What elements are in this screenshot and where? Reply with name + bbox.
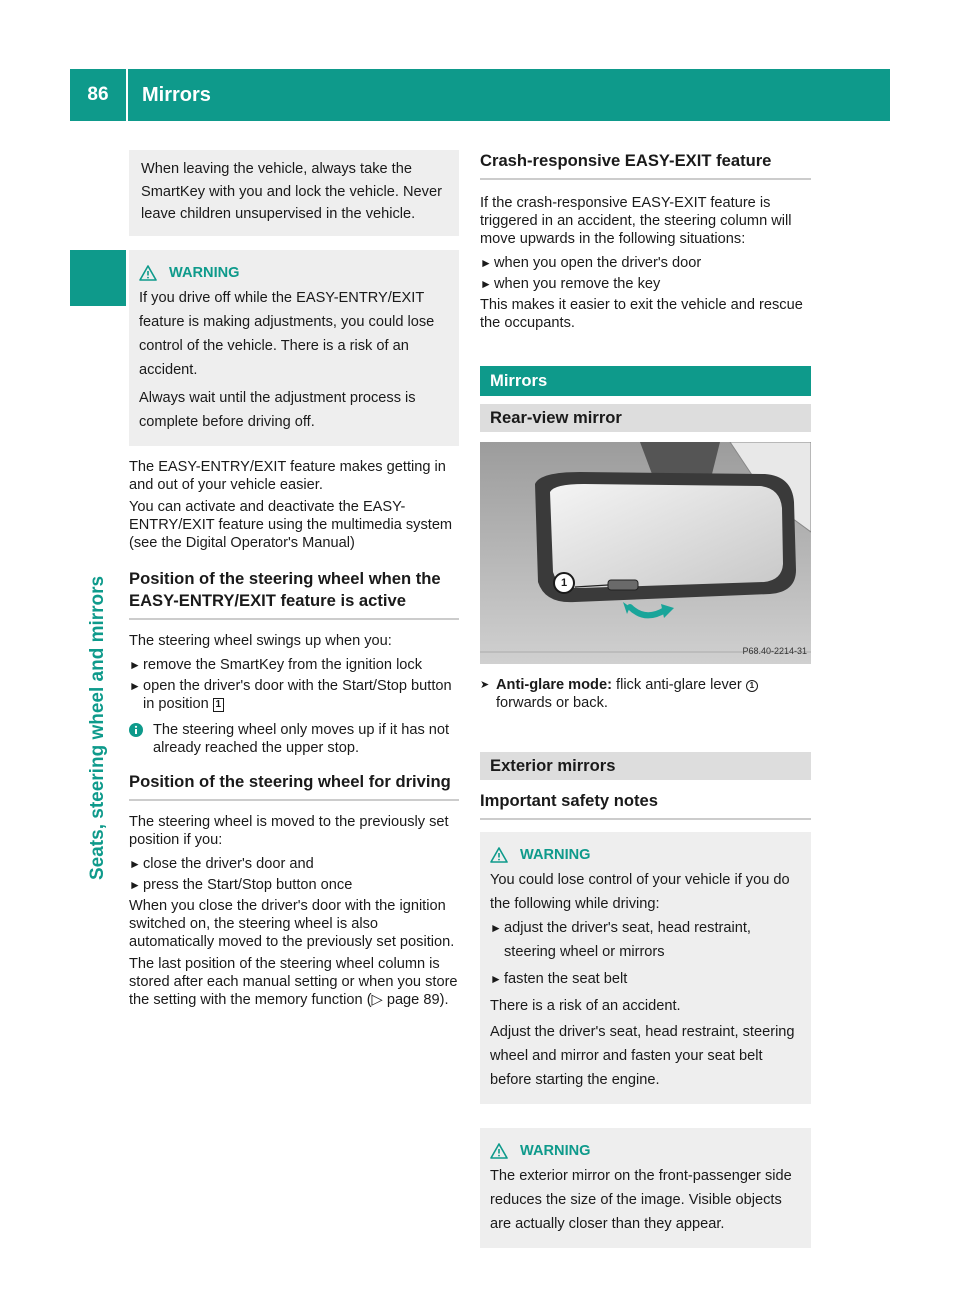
- bullet-arrow-icon: ►: [129, 877, 141, 892]
- section-heading-safety-notes: Important safety notes: [480, 790, 811, 820]
- section-heading-driving-position: Position of the steering wheel for driving: [129, 771, 459, 801]
- bullet-arrow-icon: ►: [480, 277, 492, 291]
- instruction-label: Anti-glare mode:: [496, 677, 612, 693]
- paragraph: The steering wheel swings up when you:: [129, 632, 392, 649]
- rear-view-mirror-figure: [480, 442, 811, 664]
- warning-text: Adjust the driver's seat, head restraint, steering wheel and mirror and fasten your seat belt before starting the engine.: [490, 1024, 795, 1088]
- chapter-tab: [70, 250, 126, 306]
- page-reference-link[interactable]: (▷ page 89).: [366, 991, 449, 1008]
- figure-code: P68.40-2214-31: [742, 646, 807, 656]
- paragraph-text: The last position of the steering wheel column is stored after each manual setting or when you store the setting with the memory function: [129, 955, 458, 1008]
- callout-icon: 1: [746, 680, 758, 692]
- warning-text: The exterior mirror on the front-passenger side reduces the size of the image. Visible objects are actually closer than they appear.: [490, 1168, 792, 1232]
- list-item: [480, 254, 811, 272]
- bullet-arrow-icon: ►: [480, 256, 492, 270]
- info-text: The steering wheel only moves up if it has not already reached the upper stop.: [153, 721, 450, 756]
- bullet-arrow-icon: ►: [129, 657, 141, 672]
- warning-box-easy-entry: [129, 250, 459, 446]
- instruction-arrow-icon: ➤: [480, 679, 490, 691]
- list-item-text: close the driver's door and: [143, 855, 314, 872]
- subsection-bar-rear-view: Rear-view mirror: [480, 404, 811, 432]
- warning-label: WARNING: [520, 847, 591, 863]
- section-bar-mirrors: Mirrors: [480, 366, 811, 396]
- warning-triangle-icon: [490, 847, 508, 863]
- list-item: [129, 876, 459, 894]
- instruction-text: forwards or back.: [496, 695, 608, 711]
- section-heading-crash-easy-exit: Crash-responsive EASY-EXIT feature: [480, 150, 811, 180]
- bullet-arrow-icon: ►: [490, 972, 502, 986]
- paragraph: When you close the driver's door with the ignition switched on, the steering wheel is also automatically moved to the previously set position.: [129, 897, 455, 950]
- list-item-text: press the Start/Stop button once: [143, 876, 353, 893]
- warning-heading: [139, 264, 453, 282]
- warning-heading: [490, 1142, 805, 1160]
- warning-text: Always wait until the adjustment process is complete before driving off.: [139, 389, 416, 430]
- paragraph: This makes it easier to exit the vehicle and rescue the occupants.: [480, 297, 803, 331]
- instruction-text: flick anti-glare lever: [616, 677, 742, 693]
- note-text: When leaving the vehicle, always take the SmartKey with you and lock the vehicle. Never leave children unsupervised in the vehicle.: [141, 161, 442, 222]
- paragraph: The steering wheel is moved to the previously set position if you:: [129, 813, 449, 848]
- note-box: [129, 150, 459, 236]
- warning-box-driving: [480, 832, 811, 1104]
- list-item-text: when you remove the key: [494, 276, 661, 292]
- bullet-arrow-icon: ►: [129, 678, 141, 693]
- paragraph-with-reference: [129, 955, 459, 1009]
- paragraph: The EASY-ENTRY/EXIT feature makes getting in and out of your vehicle easier.: [129, 458, 446, 493]
- list-item-text: open the driver's door with the Start/Stop button in position: [143, 677, 452, 712]
- warning-box-exterior-mirror: [480, 1128, 811, 1248]
- right-column: [480, 150, 811, 1260]
- warning-text: You could lose control of your vehicle if you do the following while driving:: [490, 872, 790, 912]
- list-item: [490, 916, 805, 964]
- figure-callout: 1: [553, 572, 575, 594]
- page-number: 86: [87, 84, 109, 105]
- section-heading-easy-entry-position: Position of the steering wheel when the EASY-ENTRY/EXIT feature is active: [129, 568, 459, 620]
- warning-triangle-icon: [139, 265, 157, 281]
- list-item-text: fasten the seat belt: [504, 971, 628, 987]
- list-item: [129, 855, 459, 873]
- warning-heading: [490, 846, 805, 864]
- chapter-side-label-text: Seats, steering wheel and mirrors: [87, 575, 108, 880]
- bullet-arrow-icon: ►: [490, 921, 502, 935]
- warning-label: WARNING: [169, 264, 240, 281]
- instruction-step: [480, 676, 811, 712]
- key-position-icon: 1: [213, 698, 224, 712]
- list-item-text: remove the SmartKey from the ignition lock: [143, 656, 423, 673]
- info-note: [129, 721, 459, 757]
- page-title: Mirrors: [142, 83, 211, 106]
- paragraph: You can activate and deactivate the EASY-ENTRY/EXIT feature using the multimedia system (see the Digital Operator's Manual): [129, 498, 453, 551]
- bullet-arrow-icon: ►: [129, 856, 141, 871]
- left-column: [129, 150, 459, 1013]
- warning-label: WARNING: [520, 1143, 591, 1159]
- list-item: [129, 677, 459, 713]
- rear-view-mirror-illustration: [480, 442, 811, 664]
- chapter-side-label: [70, 320, 126, 880]
- subsection-bar-exterior: Exterior mirrors: [480, 752, 811, 780]
- warning-text: If you drive off while the EASY-ENTRY/EXIT feature is making adjustments, you could lose control of the vehicle. There is a risk of an accident.: [139, 289, 435, 378]
- list-item: [129, 656, 459, 674]
- list-item-text: adjust the driver's seat, head restraint, steering wheel or mirrors: [504, 920, 751, 960]
- list-item: [490, 967, 805, 991]
- list-item-text: when you open the driver's door: [494, 255, 702, 271]
- paragraph: If the crash-responsive EASY-EXIT feature is triggered in an accident, the steering column will move upwards in the following situations:: [480, 195, 792, 247]
- info-icon: [129, 723, 143, 737]
- list-item: [480, 275, 811, 293]
- warning-text: There is a risk of an accident.: [490, 998, 681, 1014]
- header-divider: [126, 69, 128, 121]
- warning-triangle-icon: [490, 1143, 508, 1159]
